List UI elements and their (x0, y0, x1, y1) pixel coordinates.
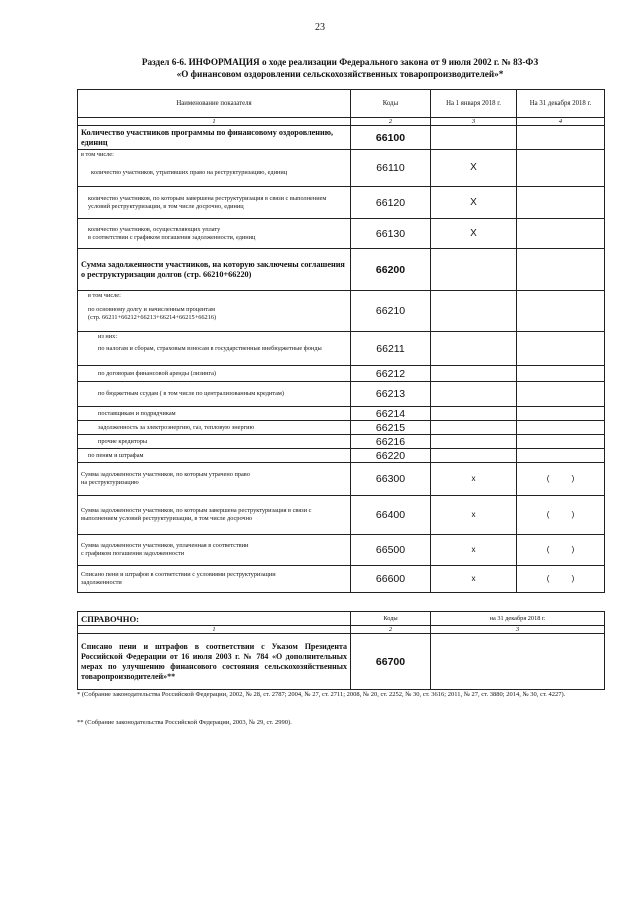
header-jan-1: На 1 января 2018 г. (431, 90, 517, 118)
row-code: 66200 (351, 249, 431, 291)
col-number: 1 (78, 118, 351, 126)
row-label: количество участников, по которым завершена реструктуризация в связи с выполнением условий реструктуризации, в том числе досрочно, единиц (78, 187, 351, 219)
row-label-part: на реструктуризацию (81, 479, 139, 486)
table-row (78, 366, 605, 382)
row-label-part: по налогам и сборам, страховым взносам в государственные внебюджетные фонды (98, 345, 322, 352)
cell-dec[interactable] (517, 407, 605, 421)
cell-jan[interactable]: Х (431, 150, 517, 187)
table-row (78, 382, 605, 407)
cell-jan[interactable] (431, 332, 517, 366)
row-label (78, 150, 351, 187)
row-label (78, 535, 351, 566)
table-row (78, 435, 605, 449)
row-label (78, 566, 351, 593)
column-numbers-row (78, 118, 605, 126)
reference-heading-text: СПРАВОЧНО: (81, 613, 139, 624)
table-row (78, 463, 605, 496)
footnote-1: * (Собрание законодательства Российской Федерации, 2002, № 28, ст. 2787; 2004, № 27, ст. 2711; 2008, № 20, ст. 2252, № 30, ст. 3616; 2011, № 27, ст. 3880; 2014, № 30, ст. 4227). (77, 691, 566, 698)
col-number: 2 (351, 118, 431, 126)
row-label-part: Списано пени и штрафов в соответствии с условиями реструктуризации (81, 571, 276, 578)
cell-jan[interactable] (431, 249, 517, 291)
row-code: 66300 (351, 463, 431, 496)
row-label: прочие кредиторы (78, 435, 351, 449)
table-header-row (78, 90, 605, 118)
row-label-part: из них: (98, 333, 118, 340)
row-label (78, 463, 351, 496)
cell-dec[interactable] (517, 187, 605, 219)
header-codes: Коды (351, 90, 431, 118)
cell-jan[interactable] (431, 421, 517, 435)
row-label-part: в соответствии с графиком погашения задолженности, единиц (88, 233, 256, 241)
reference-heading (78, 612, 351, 626)
header-indicator: Наименование показателя (78, 90, 351, 118)
row-code: 66214 (351, 407, 431, 421)
row-label: Сумма задолженности участников, на которую заключены соглашения о реструктуризации долгов (стр. 66210+66220) (78, 249, 351, 291)
row-label: Сумма задолженности участников, по которым завершена реструктуризация в связи с выполнением условий реструктуризации, в том числе досрочно (78, 496, 351, 535)
row-label: Количество участников программы по финансовому оздоровлению, единиц (78, 126, 351, 150)
footnote-2: ** (Собрание законодательства Российской Федерации, 2003, № 29, ст. 2990). (77, 719, 292, 726)
cell-dec[interactable] (517, 449, 605, 463)
table-row (78, 249, 605, 291)
row-label (78, 219, 351, 249)
row-label: по пеням и штрафам (78, 449, 351, 463)
table-row (78, 291, 605, 332)
reference-table (77, 611, 605, 690)
row-code: 66210 (351, 291, 431, 332)
row-code: 66220 (351, 449, 431, 463)
row-label-part: Сумма задолженности участников, по которым утрачено право (81, 471, 250, 478)
col-number: 3 (431, 118, 517, 126)
row-label-part: в том числе: (81, 151, 114, 158)
cell-jan[interactable] (431, 291, 517, 332)
table-row (78, 407, 605, 421)
table-row (78, 496, 605, 535)
row-label-part: по основному долгу и начисленным процентам (88, 306, 215, 313)
cell-dec[interactable] (517, 435, 605, 449)
cell-jan[interactable] (431, 449, 517, 463)
row-code: 66110 (351, 150, 431, 187)
table-row (78, 126, 605, 150)
cell-jan[interactable]: Х (431, 219, 517, 249)
row-label (78, 291, 351, 332)
col-number: 4 (517, 118, 605, 126)
row-code: 66130 (351, 219, 431, 249)
row-code: 66120 (351, 187, 431, 219)
page-number: 23 (315, 22, 325, 33)
cell-jan[interactable]: х (431, 566, 517, 593)
row-label-part: Сумма задолженности участников, уплаченная в соответствии (81, 542, 249, 549)
cell-dec[interactable] (517, 219, 605, 249)
row-label-part: (стр. 66211+66212+66213+66214+66215+66216) (88, 314, 217, 321)
row-label (78, 332, 351, 366)
title-line-2: «О финансовом оздоровлении сельскохозяйственных товаропроизводителей»* (176, 69, 504, 79)
cell-dec[interactable]: ( ) (517, 463, 605, 496)
reference-row-label: Списано пени и штрафов в соответствии с Указом Президента Российской Федерации от 16 июля 2003 г. № 784 «О дополнительных мерах по улучшению финансового состояния сельскохозяйственных товаропроизводителей»** (78, 634, 351, 690)
row-code: 66212 (351, 366, 431, 382)
cell-dec[interactable] (517, 291, 605, 332)
reference-column-numbers (78, 626, 605, 634)
header-dec-31: На 31 декабря 2018 г. (517, 90, 605, 118)
row-label: по бюджетным ссудам ( в том числе по централизованным кредитам) (78, 382, 351, 407)
row-label-part: в том числе: (88, 292, 121, 299)
table-row (78, 421, 605, 435)
table-row (78, 332, 605, 366)
row-code: 66500 (351, 535, 431, 566)
row-label-part: задолженности (81, 579, 122, 586)
col-number: 1 (78, 626, 351, 634)
cell-dec[interactable] (517, 150, 605, 187)
table-row (78, 219, 605, 249)
cell-dec[interactable] (517, 249, 605, 291)
reference-header-codes: Коды (351, 612, 431, 626)
row-code: 66400 (351, 496, 431, 535)
row-code: 66215 (351, 421, 431, 435)
cell-jan[interactable] (431, 382, 517, 407)
cell-dec[interactable] (517, 366, 605, 382)
row-code: 66211 (351, 332, 431, 366)
col-number: 2 (351, 626, 431, 634)
main-table (77, 89, 605, 593)
cell-dec[interactable] (517, 332, 605, 366)
reference-header-date: на 31 декабря 2018 г. (431, 612, 605, 626)
table-row (78, 535, 605, 566)
col-number: 3 (431, 626, 605, 634)
cell-jan[interactable]: х (431, 535, 517, 566)
cell-jan[interactable]: Х (431, 187, 517, 219)
cell-dec[interactable]: ( ) (517, 535, 605, 566)
cell-jan[interactable] (431, 435, 517, 449)
cell-dec[interactable]: ( ) (517, 496, 605, 535)
cell-jan[interactable] (431, 126, 517, 150)
row-label: по договорам финансовой аренды (лизинга) (78, 366, 351, 382)
cell-dec[interactable] (517, 382, 605, 407)
cell-dec[interactable] (517, 126, 605, 150)
row-label: поставщикам и подрядчикам (78, 407, 351, 421)
table-row (78, 187, 605, 219)
cell-dec[interactable]: ( ) (517, 566, 605, 593)
cell-jan[interactable] (431, 407, 517, 421)
reference-row-code: 66700 (351, 634, 431, 690)
title-line-1: Раздел 6-6. ИНФОРМАЦИЯ о ходе реализации Федерального закона от 9 июля 2002 г. № 83-ФЗ (141, 57, 539, 67)
reference-row-value[interactable] (431, 634, 605, 690)
cell-jan[interactable]: х (431, 463, 517, 496)
row-label-part: с графиком погашения задолженности (81, 550, 185, 557)
reference-row (78, 634, 605, 690)
row-label: задолженность за электроэнергию, газ, тепловую энергию (78, 421, 351, 435)
table-row (78, 566, 605, 593)
table-row (78, 449, 605, 463)
table-row (78, 150, 605, 187)
cell-jan[interactable]: х (431, 496, 517, 535)
row-code: 66600 (351, 566, 431, 593)
row-label-part: количество участников, осуществляющих уплату (88, 225, 221, 233)
cell-jan[interactable] (431, 366, 517, 382)
row-code: 66213 (351, 382, 431, 407)
cell-dec[interactable] (517, 421, 605, 435)
row-label-part: количество участников, утративших право на реструктуризацию, единиц (91, 169, 288, 176)
reference-header-row (78, 612, 605, 626)
row-code: 66100 (351, 126, 431, 150)
page-title (80, 56, 600, 80)
row-code: 66216 (351, 435, 431, 449)
